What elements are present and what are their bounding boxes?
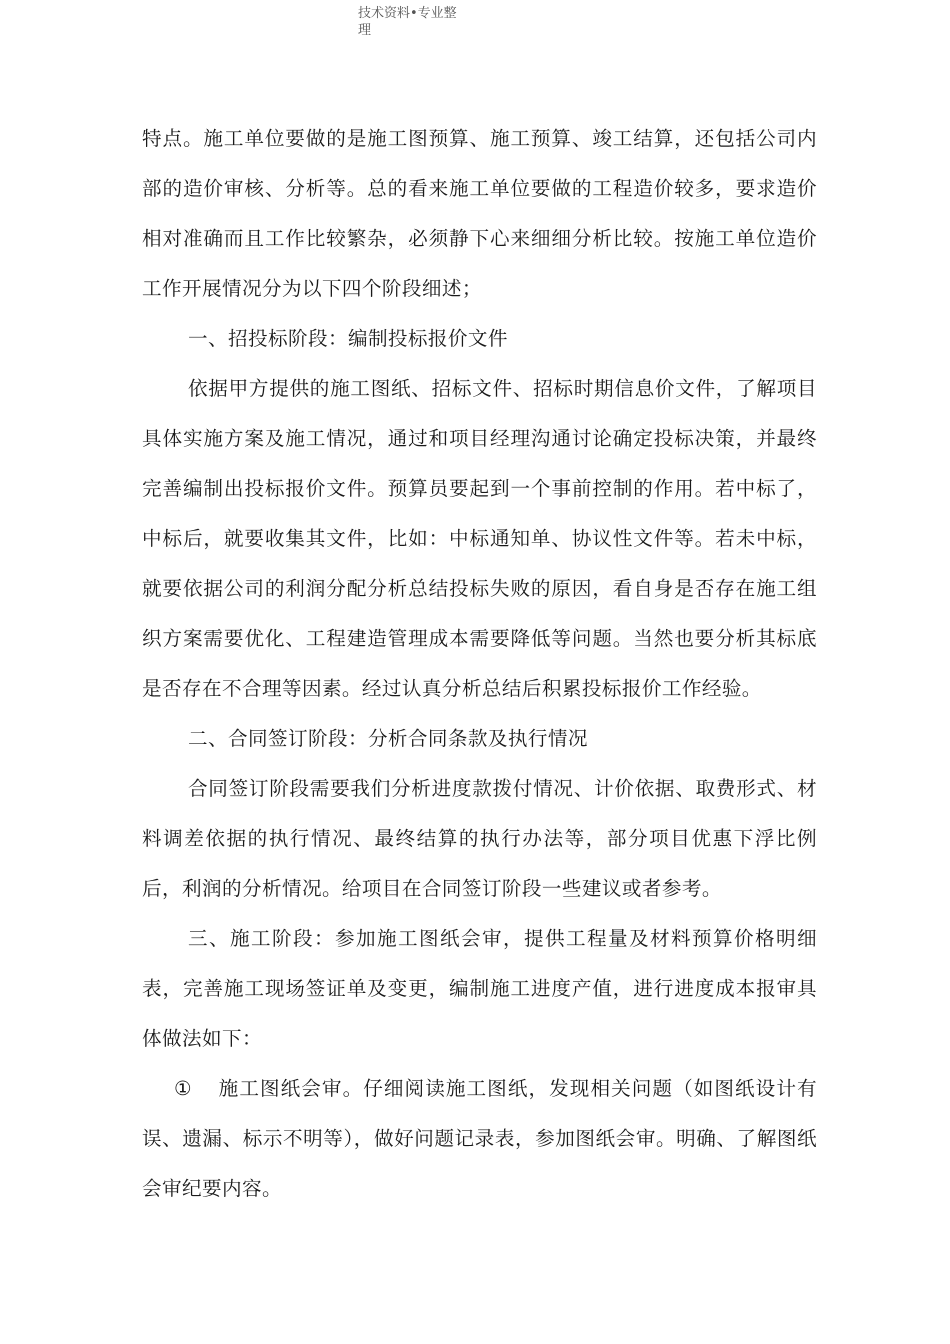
list-item-drawing-review — [142, 1064, 817, 1214]
paragraph-bidding: 依据甲方提供的施工图纸、招标文件、招标时期信息价文件，了解项目具体实施方案及施工情况，通过和项目经理沟通讨论确定投标决策，并最终完善编制出投标报价文件。预算员要起到一个事前控制的作用。若中标了，中标后，就要收集其文件，比如：中标通知单、协议性文件等。若未中标，就要依据公司的利润分配分析总结投标失败的原因，看自身是否存在施工组织方案需要优化、工程建造管理成本需要降低等问题。当然也要分析其标底是否存在不合理等因素。经过认真分析总结后积累投标报价工作经验。 — [142, 377, 817, 700]
paragraph-intro: 特点。施工单位要做的是施工图预算、施工预算、竣工结算，还包括公司内部的造价审核、分析等。总的看来施工单位要做的工程造价较多，要求造价相对准确而且工作比较繁杂，必须静下心来细细分析比较。按施工单位造价工作开展情况分为以下四个阶段细述； — [142, 127, 817, 300]
paragraph-construction: 三、施工阶段：参加施工图纸会审，提供工程量及材料预算价格明细表，完善施工现场签证单及变更，编制施工进度产值，进行进度成本报审具体做法如下： — [142, 927, 817, 1050]
document-body — [142, 114, 817, 1214]
section-heading-contract: 二、合同签订阶段：分析合同条款及执行情况 — [188, 727, 588, 750]
paragraph-contract: 合同签订阶段需要我们分析进度款拨付情况、计价依据、取费形式、材料调差依据的执行情况、最终结算的执行办法等，部分项目优惠下浮比例后，利润的分析情况。给项目在合同签订阶段一些建议或者参考。 — [142, 777, 817, 900]
list-item-text: 施工图纸会审。仔细阅读施工图纸，发现相关问题（如图纸设计有误、遗漏、标示不明等），做好问题记录表，参加图纸会审。明确、了解图纸会审纪要内容。 — [142, 1077, 817, 1200]
list-marker: ① — [174, 1077, 192, 1100]
page-header: 技术资料•专业整理 — [358, 6, 457, 38]
section-heading-bidding: 一、招投标阶段：编制投标报价文件 — [188, 327, 508, 350]
